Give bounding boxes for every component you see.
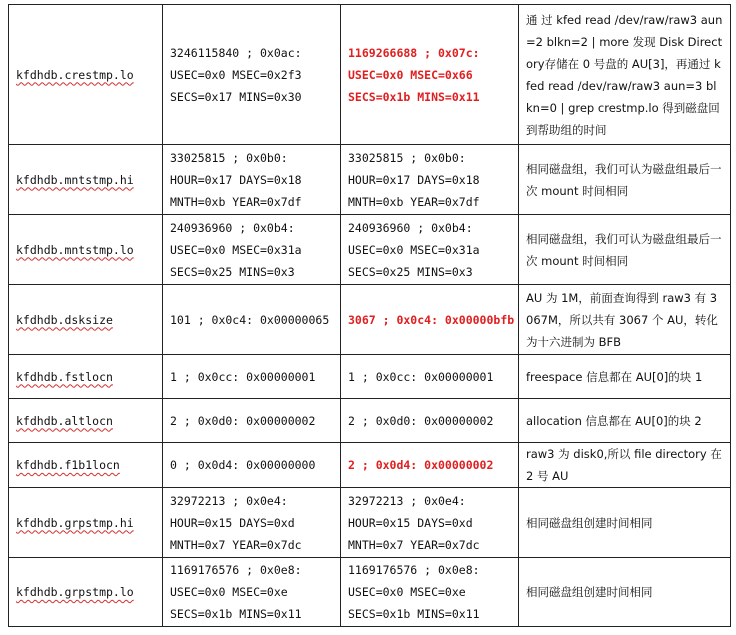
note-cell: raw3 为 disk0,所以 file directory 在 2 号 AU [519,443,731,488]
value-line: 1 ; 0x0cc: 0x00000001 [170,369,316,384]
note-cell: allocation 信息都在 AU[0]的块 2 [519,399,731,443]
value-line: HOUR=0x17 DAYS=0x18 [170,172,302,187]
value-line: USEC=0x0 MSEC=0xe [348,585,466,599]
value-line: HOUR=0x17 DAYS=0x18 [348,172,480,187]
value-line: USEC=0x0 MSEC=0x2f3 [170,67,302,82]
value-line: USEC=0x0 MSEC=0xe [170,585,288,599]
value-line: MNTH=0xb YEAR=0x7df [348,194,480,209]
field-cell [9,215,163,285]
disk-a-cell [163,399,341,443]
field-name: kfdhdb.grpstmp.hi [16,515,134,530]
table-body [9,5,731,627]
note-cell: 相同磁盘组创建时间相同 [519,488,731,558]
field-cell [9,488,163,558]
table-row [9,355,731,399]
table-row [9,488,731,558]
field-name: kfdhdb.dsksize [16,312,113,327]
field-name: kfdhdb.crestmp.lo [16,67,134,82]
value-line: MNTH=0x7 YEAR=0x7dc [170,537,302,552]
note-cell: 通 过 kfed read /dev/raw/raw3 aun=2 blkn=2 | more 发现 Disk Directory存储在 0 号盘的 AU[3]，再通过 kfed read /dev/raw/raw3 aun=3 blkn=0 | grep crestmp.lo 得到磁盘回到帮助组的时间 [519,5,731,145]
value-line: SECS=0x1b MINS=0x11 [170,607,302,621]
table-row [9,215,731,285]
value-line: 240936960 ; 0x0b4: [170,220,295,235]
note-cell: freespace 信息都在 AU[0]的块 1 [519,355,731,399]
value-line: SECS=0x25 MINS=0x3 [348,264,473,279]
value-line: HOUR=0x15 DAYS=0xd [348,515,473,530]
disk-a-cell [163,558,341,627]
disk-a-cell [163,488,341,558]
disk-a-cell [163,145,341,215]
disk-b-cell [341,145,519,215]
disk-a-cell [163,285,341,355]
disk-a-cell [163,5,341,145]
value-line: MNTH=0x7 YEAR=0x7dc [348,537,480,552]
field-name: kfdhdb.fstlocn [16,369,113,384]
table-row [9,5,731,145]
field-name: kfdhdb.altlocn [16,413,113,428]
disk-a-cell [163,215,341,285]
table-row [9,558,731,627]
value-line: 32972213 ; 0x0e4: [170,493,288,508]
note-cell: 相同磁盘组创建时间相同 [519,558,731,627]
field-cell [9,443,163,488]
kfed-comparison-table [8,4,731,627]
value-line: SECS=0x17 MINS=0x30 [170,89,302,104]
disk-b-cell [341,488,519,558]
value-line: SECS=0x1b MINS=0x11 [348,607,480,621]
field-cell [9,558,163,627]
disk-b-cell [341,285,519,355]
value-line: 2 ; 0x0d0: 0x00000002 [348,413,494,428]
field-name: kfdhdb.f1b1locn [16,458,120,472]
field-cell [9,355,163,399]
disk-b-cell [341,215,519,285]
value-line: 101 ; 0x0c4: 0x00000065 [170,312,330,327]
value-line: HOUR=0x15 DAYS=0xd [170,515,295,530]
value-line: 240936960 ; 0x0b4: [348,220,473,235]
table-row [9,145,731,215]
value-line: 3067 ; 0x0c4: 0x00000bfb [348,312,515,327]
value-line: 3246115840 ; 0x0ac: [170,45,302,60]
field-cell [9,399,163,443]
note-cell: AU 为 1M，前面查询得到 raw3 有 3067M，所以共有 3067 个 AU，转化为十六进制为 BFB [519,285,731,355]
value-line: SECS=0x1b MINS=0x11 [348,89,480,104]
value-line: 2 ; 0x0d4: 0x00000002 [348,458,494,472]
field-name: kfdhdb.mntstmp.hi [16,172,134,187]
field-cell [9,5,163,145]
table-row [9,285,731,355]
table-row [9,399,731,443]
value-line: MNTH=0xb YEAR=0x7df [170,194,302,209]
value-line: 2 ; 0x0d0: 0x00000002 [170,413,316,428]
field-cell [9,285,163,355]
value-line: 0 ; 0x0d4: 0x00000000 [170,458,316,472]
value-line: 1169176576 ; 0x0e8: [170,563,302,577]
field-name: kfdhdb.grpstmp.lo [16,585,134,599]
disk-a-cell [163,355,341,399]
disk-b-cell [341,399,519,443]
note-cell: 相同磁盘组，我们可认为磁盘组最后一次 mount 时间相同 [519,145,731,215]
field-cell [9,145,163,215]
disk-b-cell [341,355,519,399]
field-name: kfdhdb.mntstmp.lo [16,242,134,257]
value-line: 32972213 ; 0x0e4: [348,493,466,508]
value-line: 33025815 ; 0x0b0: [348,150,466,165]
disk-b-cell [341,443,519,488]
value-line: USEC=0x0 MSEC=0x66 [348,67,473,82]
value-line: USEC=0x0 MSEC=0x31a [348,242,480,257]
value-line: SECS=0x25 MINS=0x3 [170,264,295,279]
note-cell: 相同磁盘组，我们可认为磁盘组最后一次 mount 时间相同 [519,215,731,285]
disk-a-cell [163,443,341,488]
value-line: 33025815 ; 0x0b0: [170,150,288,165]
disk-b-cell [341,5,519,145]
value-line: 1169176576 ; 0x0e8: [348,563,480,577]
value-line: 1 ; 0x0cc: 0x00000001 [348,369,494,384]
value-line: 1169266688 ; 0x07c: [348,45,480,60]
table-row [9,443,731,488]
disk-b-cell [341,558,519,627]
value-line: USEC=0x0 MSEC=0x31a [170,242,302,257]
